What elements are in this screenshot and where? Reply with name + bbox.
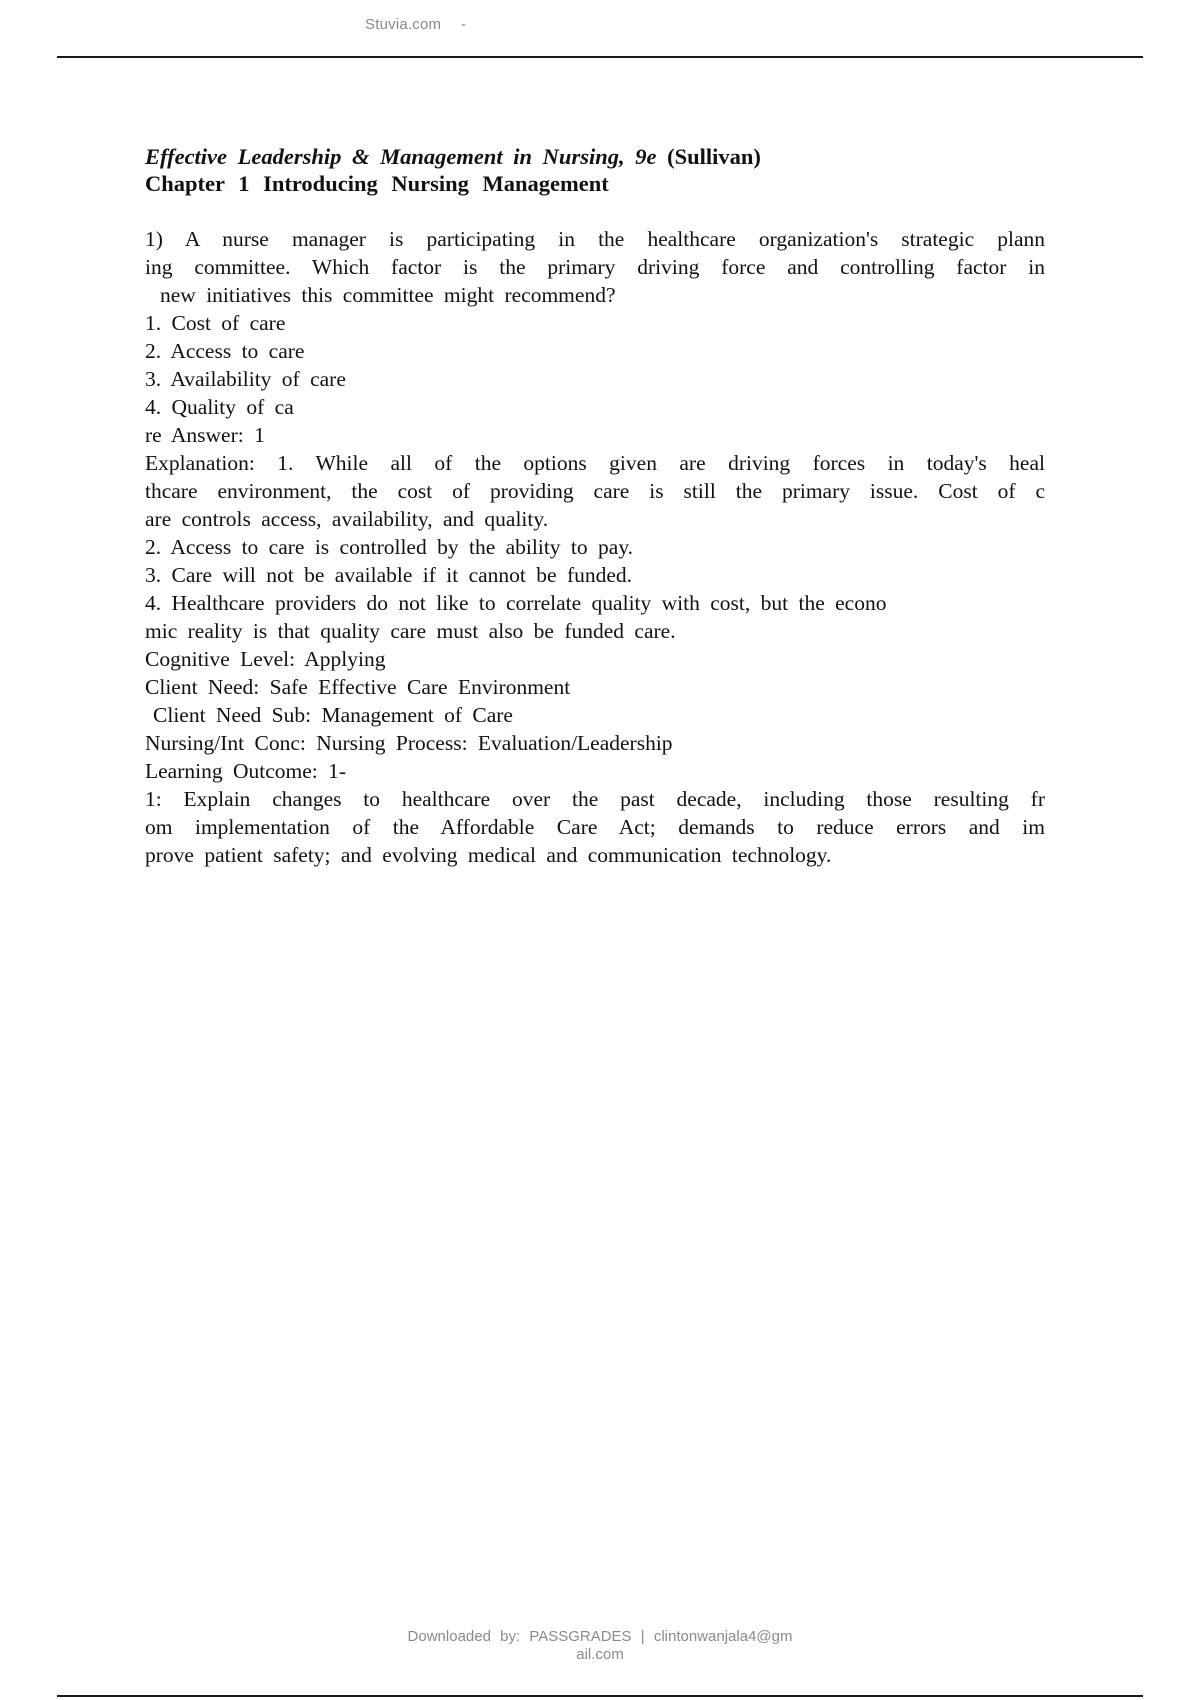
book-author: (Sullivan) [667,144,761,169]
downloader-email-part-2: ail.com [576,1646,624,1663]
cognitive-level: Cognitive Level: Applying [145,647,386,671]
header-rule [57,56,1143,58]
explanation-line-5: 3. Care will not be available if it cannot be funded. [145,563,633,587]
site-name[interactable]: Stuvia.com [365,16,442,33]
chapter-title: Chapter 1 Introducing Nursing Management [145,171,609,196]
site-header [0,14,1200,44]
learning-outcome-label: Learning Outcome: 1- [145,759,347,783]
option-4: 4. Quality of ca [145,395,294,419]
learning-outcome-line-1: 1: Explain changes to healthcare over the past decade, including those resulting fr [145,787,1045,811]
learning-outcome-line-2: om implementation of the Affordable Care Act; demands to reduce errors and im [145,815,1045,839]
footer-rule [57,1695,1143,1697]
footer-faint-text [0,1672,1200,1682]
client-need: Client Need: Safe Effective Care Environment [145,675,571,699]
client-need-sub: Client Need Sub: Management of Care [153,703,513,727]
question-text-line-2: ing committee. Which factor is the primary driving force and controlling factor in [145,255,1045,279]
option-2: 2. Access to care [145,339,305,363]
explanation-line-6: 4. Healthcare providers do not like to correlate quality with cost, but the econo [145,591,887,615]
book-title-text: Effective Leadership & Management in Nursing, 9e [145,144,657,169]
explanation-line-1: Explanation: 1. While all of the options given are driving forces in today's heal [145,451,1045,475]
explanation-line-4: 2. Access to care is controlled by the ability to pay. [145,535,634,559]
explanation-line-3: are controls access, availability, and quality. [145,507,549,531]
downloader-email-part-1: clintonwanjala4@gm [653,1628,793,1645]
downloader-name: PASSGRADES [529,1628,632,1645]
downloaded-by-label: Downloaded by: [407,1628,521,1645]
footer-separator: | [640,1628,645,1645]
option-3: 3. Availability of care [145,367,346,391]
question-block [145,225,1065,869]
answer-line: re Answer: 1 [145,423,265,447]
site-separator: - [461,16,466,33]
book-title [145,143,1065,170]
learning-outcome-line-3: prove patient safety; and evolving medical and communication technology. [145,843,832,867]
document-content [145,143,1065,869]
download-footer [0,1628,1200,1664]
question-text-line-1: 1) A nurse manager is participating in the healthcare organization's strategic plann [145,227,1045,251]
explanation-line-7: mic reality is that quality care must also be funded care. [145,619,676,643]
download-footer-line-1 [0,1628,1200,1646]
nursing-int-conc: Nursing/Int Conc: Nursing Process: Evaluation/Leadership [145,731,673,755]
explanation-line-2: thcare environment, the cost of providing care is still the primary issue. Cost of c [145,479,1045,503]
question-text-line-3: new initiatives this committee might recommend? [160,283,616,307]
option-1: 1. Cost of care [145,311,286,335]
